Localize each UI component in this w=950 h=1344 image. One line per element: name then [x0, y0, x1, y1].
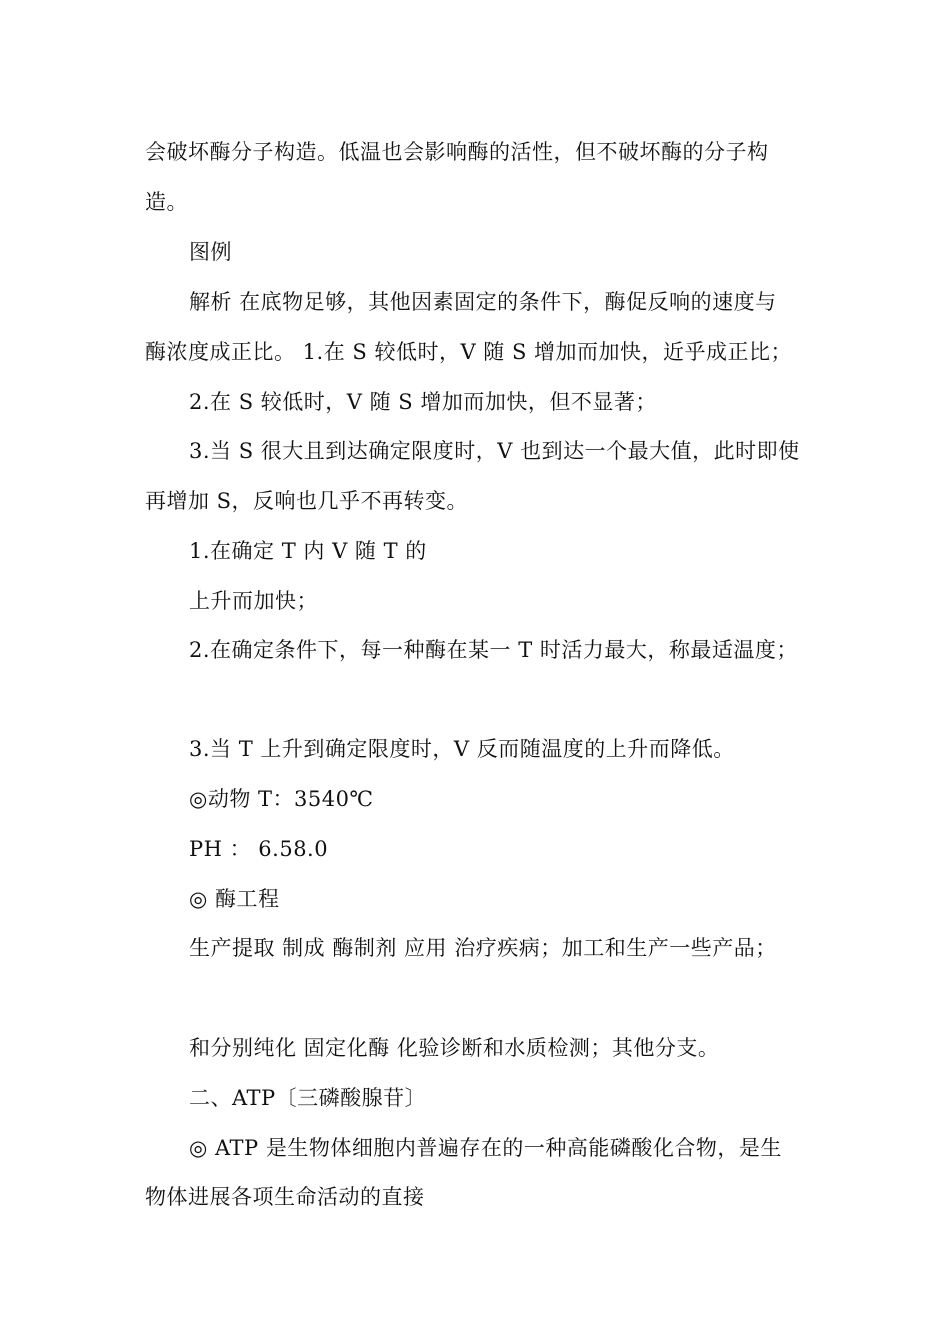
- text-line-5: 酶浓度成正比。 1.在 S 较低时，V 随 S 增加而加快，近乎成正比；: [145, 340, 793, 364]
- enzyme-engineering-heading: ◎ 酶工程: [189, 887, 280, 911]
- text-line-20: 物体进展各项生命活动的直接: [145, 1185, 425, 1209]
- text-line-2: 造。: [145, 190, 188, 214]
- legend-heading: 图例: [189, 240, 232, 264]
- ph-value: PH ： 6.58.0: [189, 837, 329, 861]
- text-line-1: 会破坏酶分子构造。低温也会影响酶的活性，但不破坏酶的分子构: [145, 140, 769, 164]
- text-line-19: ◎ ATP 是生物体细胞内普遍存在的一种高能磷酸化合物，是生: [189, 1136, 782, 1160]
- text-line-10: 上升而加快；: [189, 589, 318, 613]
- text-line-16: 生产提取 制成 酶制剂 应用 治疗疾病；加工和生产一些产品；: [189, 936, 777, 960]
- text-line-7: 3.当 S 很大且到达确定限度时，V 也到达一个最大值，此时即使: [189, 439, 800, 463]
- text-line-analysis: 解析 在底物足够，其他因素固定的条件下，酶促反响的速度与: [189, 290, 777, 314]
- atp-heading: 二、ATP〔三磷酸腺苷〕: [189, 1086, 427, 1110]
- text-line-9: 1.在确定 T 内 V 随 T 的: [189, 539, 427, 563]
- text-line-6: 2.在 S 较低时，V 随 S 增加而加快，但不显著；: [189, 390, 657, 414]
- text-line-17: 和分别纯化 固定化酶 化验诊断和水质检测；其他分支。: [189, 1036, 720, 1060]
- text-line-12: 3.当 T 上升到确定限度时，V 反而随温度的上升而降低。: [189, 737, 735, 761]
- animal-temperature: ◎动物 T：3540℃: [189, 787, 374, 811]
- text-line-11: 2.在确定条件下，每一种酶在某一 T 时活力最大，称最适温度；: [189, 638, 798, 662]
- text-line-8: 再增加 S，反响也几乎不再转变。: [145, 489, 469, 513]
